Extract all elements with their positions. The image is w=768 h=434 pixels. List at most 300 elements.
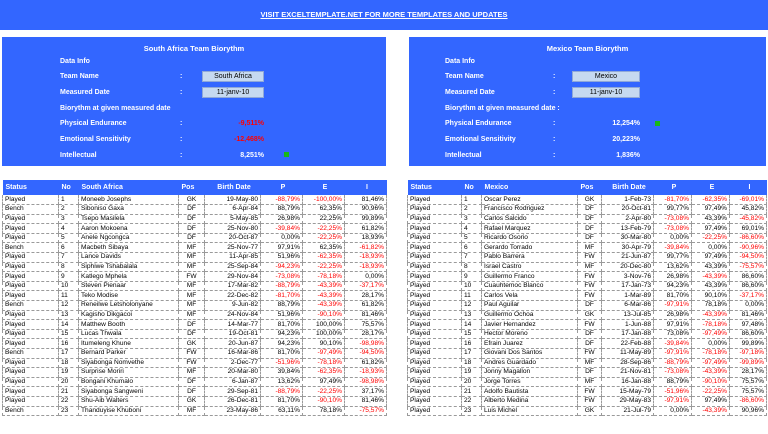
cell-status[interactable]: Played [408,205,462,215]
cell-pos[interactable]: MF [578,262,602,272]
cell-birth-date[interactable]: 17-Mar-82 [205,281,261,291]
cell-intellectual[interactable]: -98,98% [345,339,387,349]
cell-no[interactable]: 20 [462,377,482,387]
cell-no[interactable]: 4 [59,224,79,234]
cell-emotional[interactable]: -78,18% [303,272,345,282]
cell-birth-date[interactable]: 13-Feb-79 [602,224,654,234]
cell-status[interactable]: Bench [3,349,59,359]
cell-intellectual[interactable]: 0,00% [730,301,767,311]
cell-intellectual[interactable]: -61,82% [345,243,387,253]
cell-player[interactable]: Adolfo Bautista [482,387,578,397]
cell-pos[interactable]: FW [179,358,205,368]
cell-birth-date[interactable]: 6-Mar-86 [602,301,654,311]
cell-intellectual[interactable]: 81,46% [345,396,387,406]
cell-no[interactable]: 19 [59,368,79,378]
cell-pos[interactable]: DF [578,339,602,349]
cell-intellectual[interactable]: 81,46% [345,310,387,320]
cell-no[interactable]: 23 [59,406,79,416]
cell-physical[interactable]: -88,79% [261,387,303,397]
cell-player[interactable]: Siboniso Gaxa [79,205,179,215]
cell-emotional[interactable]: 97,49% [692,253,730,263]
cell-physical[interactable]: -39,84% [654,339,692,349]
cell-no[interactable]: 20 [59,377,79,387]
cell-birth-date[interactable]: 6-Apr-84 [205,205,261,215]
cell-player[interactable]: Cuauhtemoc Blanco [482,281,578,291]
cell-intellectual[interactable]: -90,96% [730,243,767,253]
cell-pos[interactable]: MF [578,243,602,253]
cell-player[interactable]: Lance Davids [79,253,179,263]
cell-physical[interactable]: -73,08% [654,368,692,378]
cell-status[interactable]: Played [3,320,59,330]
cell-physical[interactable]: 51,96% [261,310,303,320]
cell-intellectual[interactable]: -86,60% [730,396,767,406]
cell-emotional[interactable]: -43,39% [303,281,345,291]
cell-pos[interactable]: DF [179,205,205,215]
cell-no[interactable]: 6 [59,243,79,253]
cell-physical[interactable]: 26,98% [261,214,303,224]
cell-no[interactable]: 3 [59,214,79,224]
cell-status[interactable]: Played [3,262,59,272]
cell-emotional[interactable]: 22,25% [303,214,345,224]
cell-no[interactable]: 9 [462,272,482,282]
cell-emotional[interactable]: -62,35% [303,368,345,378]
cell-emotional[interactable]: 0,00% [692,243,730,253]
cell-birth-date[interactable]: 21-Jul-79 [602,406,654,416]
cell-pos[interactable]: FW [578,281,602,291]
cell-pos[interactable]: GK [179,396,205,406]
cell-status[interactable]: Played [3,233,59,243]
cell-no[interactable]: 10 [462,281,482,291]
cell-pos[interactable]: MF [179,291,205,301]
cell-birth-date[interactable]: 5-May-85 [205,214,261,224]
cell-no[interactable]: 14 [462,320,482,330]
cell-physical[interactable]: -81,70% [261,291,303,301]
cell-no[interactable]: 12 [59,301,79,311]
cell-intellectual[interactable]: -94,50% [730,253,767,263]
cell-physical[interactable]: 81,70% [261,320,303,330]
cell-physical[interactable]: 63,11% [261,406,303,416]
cell-physical[interactable]: -73,08% [654,224,692,234]
column-header-pos[interactable]: Pos [179,180,205,195]
cell-birth-date[interactable]: 25-Sep-84 [205,262,261,272]
cell-player[interactable]: Rafael Marquez [482,224,578,234]
cell-birth-date[interactable]: 20-Jun-87 [205,339,261,349]
cell-emotional[interactable]: 97,49% [692,205,730,215]
cell-physical[interactable]: 99,77% [654,253,692,263]
cell-pos[interactable]: FW [578,349,602,359]
cell-no[interactable]: 11 [59,291,79,301]
cell-birth-date[interactable]: 11-Apr-85 [205,253,261,263]
cell-no[interactable]: 18 [462,358,482,368]
cell-no[interactable]: 16 [462,339,482,349]
cell-status[interactable]: Played [408,243,462,253]
cell-emotional[interactable]: -43,39% [303,291,345,301]
cell-birth-date[interactable]: 29-Sep-81 [205,387,261,397]
cell-emotional[interactable]: 90,10% [692,291,730,301]
cell-pos[interactable]: MF [179,243,205,253]
cell-intellectual[interactable]: 28,17% [345,291,387,301]
cell-pos[interactable]: DF [578,233,602,243]
cell-no[interactable]: 7 [59,253,79,263]
cell-intellectual[interactable]: 28,17% [730,368,767,378]
cell-physical[interactable]: -88,79% [261,195,303,205]
cell-status[interactable]: Played [3,224,59,234]
cell-pos[interactable]: DF [179,224,205,234]
cell-no[interactable]: 4 [462,224,482,234]
cell-player[interactable]: Jorge Torres [482,377,578,387]
cell-pos[interactable]: GK [578,195,602,205]
cell-physical[interactable]: 94,23% [261,339,303,349]
column-header-emotional[interactable]: E [303,180,345,195]
cell-emotional[interactable]: -90,10% [303,396,345,406]
cell-player[interactable]: Reneilwe Letsholonyane [79,301,179,311]
cell-no[interactable]: 18 [59,358,79,368]
cell-physical[interactable]: -73,08% [654,214,692,224]
cell-emotional[interactable]: 97,49% [692,224,730,234]
cell-emotional[interactable]: 78,18% [303,406,345,416]
cell-birth-date[interactable]: 21-Nov-81 [602,368,654,378]
cell-no[interactable]: 7 [462,253,482,263]
cell-status[interactable]: Played [3,368,59,378]
cell-birth-date[interactable]: 30-Apr-79 [602,243,654,253]
cell-birth-date[interactable]: 19-Oct-81 [205,329,261,339]
cell-player[interactable]: Anele Ngcongca [79,233,179,243]
cell-emotional[interactable]: -43,39% [692,310,730,320]
cell-intellectual[interactable]: 61,82% [345,358,387,368]
cell-emotional[interactable]: 62,35% [303,243,345,253]
cell-pos[interactable]: DF [179,377,205,387]
cell-status[interactable]: Played [408,214,462,224]
cell-emotional[interactable]: -22,25% [303,233,345,243]
cell-status[interactable]: Played [3,291,59,301]
cell-player[interactable]: Oscar Perez [482,195,578,205]
cell-status[interactable]: Played [408,377,462,387]
cell-birth-date[interactable]: 9-Jun-82 [205,301,261,311]
cell-birth-date[interactable]: 15-May-79 [602,387,654,397]
cell-physical[interactable]: 13,62% [654,262,692,272]
cell-intellectual[interactable]: -75,57% [345,406,387,416]
cell-player[interactable]: Macbeth Sibaya [79,243,179,253]
column-header-physical[interactable]: P [654,180,692,195]
cell-player[interactable]: Paul Aguilar [482,301,578,311]
cell-status[interactable]: Played [3,195,59,205]
cell-birth-date[interactable]: 20-Oct-87 [205,233,261,243]
cell-physical[interactable]: 0,00% [654,406,692,416]
cell-emotional[interactable]: -43,39% [692,406,730,416]
cell-pos[interactable]: MF [179,253,205,263]
cell-player[interactable]: Jonny Magallon [482,368,578,378]
cell-birth-date[interactable]: 17-Jan-88 [602,329,654,339]
cell-player[interactable]: Siphiwe Tshabalala [79,262,179,272]
cell-physical[interactable]: -94,23% [261,262,303,272]
cell-emotional[interactable]: 90,10% [303,339,345,349]
cell-status[interactable]: Played [408,291,462,301]
cell-pos[interactable]: MF [179,281,205,291]
cell-player[interactable]: Katlego Mphela [79,272,179,282]
cell-emotional[interactable]: 0,00% [692,339,730,349]
cell-player[interactable]: Alberto Medina [482,396,578,406]
column-header-status[interactable]: Status [408,180,462,195]
cell-intellectual[interactable]: 90,96% [345,205,387,215]
cell-pos[interactable]: FW [578,320,602,330]
cell-birth-date[interactable]: 20-Mar-80 [205,368,261,378]
cell-emotional[interactable]: 100,00% [303,329,345,339]
cell-birth-date[interactable]: 21-Jun-87 [602,253,654,263]
cell-intellectual[interactable]: 0,00% [345,272,387,282]
cell-player[interactable]: Guillermo Ochoa [482,310,578,320]
cell-intellectual[interactable]: -99,89% [730,358,767,368]
cell-pos[interactable]: MF [179,262,205,272]
cell-physical[interactable]: 39,84% [261,368,303,378]
cell-player[interactable]: Javier Hernandez [482,320,578,330]
column-header-pos[interactable]: Pos [578,180,602,195]
cell-intellectual[interactable]: -37,17% [345,281,387,291]
cell-physical[interactable]: -39,84% [261,224,303,234]
cell-player[interactable]: Siyabonga Nomvethe [79,358,179,368]
cell-player[interactable]: Pablo Barrera [482,253,578,263]
cell-status[interactable]: Played [408,387,462,397]
cell-player[interactable]: Carlos Vela [482,291,578,301]
cell-no[interactable]: 6 [462,243,482,253]
cell-emotional[interactable]: -62,35% [303,253,345,263]
measured-date-field[interactable]: 11-janv-10 [202,87,264,98]
cell-emotional[interactable]: -43,39% [692,368,730,378]
column-header-emotional[interactable]: E [692,180,730,195]
cell-intellectual[interactable]: 61,82% [345,224,387,234]
cell-intellectual[interactable]: 18,93% [345,233,387,243]
cell-intellectual[interactable]: 45,82% [730,205,767,215]
cell-intellectual[interactable]: -86,60% [730,233,767,243]
cell-player[interactable]: Itumeleng Khune [79,339,179,349]
cell-status[interactable]: Bench [3,406,59,416]
cell-no[interactable]: 22 [462,396,482,406]
cell-no[interactable]: 16 [59,339,79,349]
column-header-intellectual[interactable]: I [730,180,767,195]
cell-physical[interactable]: 94,23% [261,329,303,339]
cell-intellectual[interactable]: -45,82% [730,214,767,224]
cell-player[interactable]: Kagisho Dikgacoi [79,310,179,320]
cell-pos[interactable]: DF [578,368,602,378]
cell-emotional[interactable]: -22,25% [692,387,730,397]
cell-status[interactable]: Played [408,281,462,291]
cell-player[interactable]: Teko Modise [79,291,179,301]
cell-status[interactable]: Played [408,262,462,272]
cell-no[interactable]: 21 [59,387,79,397]
cell-player[interactable]: Hector Moreno [482,329,578,339]
cell-no[interactable]: 11 [462,291,482,301]
cell-pos[interactable]: FW [578,253,602,263]
cell-intellectual[interactable]: -98,98% [345,377,387,387]
cell-physical[interactable]: -88,79% [261,281,303,291]
cell-no[interactable]: 17 [59,349,79,359]
cell-pos[interactable]: DF [179,233,205,243]
cell-physical[interactable]: 97,91% [261,243,303,253]
cell-status[interactable]: Played [408,233,462,243]
cell-player[interactable]: Moneeb Josephs [79,195,179,205]
cell-status[interactable]: Played [408,349,462,359]
cell-physical[interactable]: -88,79% [654,358,692,368]
cell-intellectual[interactable]: 86,60% [730,329,767,339]
cell-birth-date[interactable]: 1-Feb-73 [602,195,654,205]
cell-player[interactable]: Bongani Khumalo [79,377,179,387]
cell-status[interactable]: Played [408,301,462,311]
cell-birth-date[interactable]: 30-Mar-80 [602,233,654,243]
cell-emotional[interactable]: -22,25% [303,224,345,234]
cell-pos[interactable]: GK [578,310,602,320]
cell-birth-date[interactable]: 25-Nov-77 [205,243,261,253]
cell-emotional[interactable]: 62,35% [303,205,345,215]
cell-intellectual[interactable]: 86,60% [730,272,767,282]
cell-no[interactable]: 23 [462,406,482,416]
cell-player[interactable]: Giovani Dos Santos [482,349,578,359]
cell-birth-date[interactable]: 11-May-89 [602,349,654,359]
cell-intellectual[interactable]: -97,18% [730,349,767,359]
cell-no[interactable]: 2 [462,205,482,215]
cell-emotional[interactable]: -90,10% [303,310,345,320]
cell-player[interactable]: Israel Castro [482,262,578,272]
cell-status[interactable]: Played [3,387,59,397]
cell-intellectual[interactable]: 81,46% [345,195,387,205]
cell-player[interactable]: Francisco Rodriguez [482,205,578,215]
cell-emotional[interactable]: 43,39% [692,281,730,291]
cell-intellectual[interactable]: 75,57% [730,387,767,397]
cell-emotional[interactable]: 100,00% [303,320,345,330]
cell-status[interactable]: Bench [3,243,59,253]
cell-pos[interactable]: MF [179,301,205,311]
column-header-physical[interactable]: P [261,180,303,195]
cell-player[interactable]: Luis Michel [482,406,578,416]
cell-intellectual[interactable]: -18,93% [345,262,387,272]
cell-physical[interactable]: -51,96% [654,387,692,397]
cell-birth-date[interactable]: 24-Nov-84 [205,310,261,320]
cell-no[interactable]: 9 [59,272,79,282]
cell-no[interactable]: 13 [59,310,79,320]
cell-no[interactable]: 2 [59,205,79,215]
cell-birth-date[interactable]: 29-Nov-84 [205,272,261,282]
cell-pos[interactable]: FW [578,291,602,301]
cell-physical[interactable]: 81,70% [261,396,303,406]
cell-no[interactable]: 8 [462,262,482,272]
column-header-intellectual[interactable]: I [345,180,387,195]
cell-emotional[interactable]: -22,25% [303,387,345,397]
cell-physical[interactable]: -51,96% [261,358,303,368]
cell-status[interactable]: Played [3,272,59,282]
cell-status[interactable]: Played [408,253,462,263]
cell-emotional[interactable]: -97,49% [303,349,345,359]
cell-emotional[interactable]: -62,35% [692,195,730,205]
cell-emotional[interactable]: -100,00% [303,195,345,205]
cell-status[interactable]: Played [3,310,59,320]
cell-status[interactable]: Played [408,195,462,205]
cell-intellectual[interactable]: 81,46% [730,310,767,320]
cell-intellectual[interactable]: 28,17% [345,329,387,339]
cell-physical[interactable]: 13,62% [261,377,303,387]
column-header-status[interactable]: Status [3,180,59,195]
cell-physical[interactable]: 88,79% [261,301,303,311]
cell-birth-date[interactable]: 29-May-83 [602,396,654,406]
cell-emotional[interactable]: -78,18% [692,320,730,330]
cell-birth-date[interactable]: 17-Jan-73 [602,281,654,291]
cell-intellectual[interactable]: 37,17% [345,387,387,397]
cell-birth-date[interactable]: 26-Dec-81 [205,396,261,406]
cell-pos[interactable]: DF [578,301,602,311]
cell-no[interactable]: 21 [462,387,482,397]
cell-intellectual[interactable]: -69,01% [730,195,767,205]
cell-birth-date[interactable]: 16-Mar-86 [205,349,261,359]
cell-emotional[interactable]: -43,39% [692,272,730,282]
template-link[interactable]: VISIT EXCELTEMPLATE.NET FOR MORE TEMPLATES AND UPDATES [260,10,508,19]
cell-player[interactable]: Guillermo Franco [482,272,578,282]
cell-player[interactable]: Carlos Salcido [482,214,578,224]
cell-pos[interactable]: MF [179,406,205,416]
cell-status[interactable]: Played [3,377,59,387]
cell-pos[interactable]: DF [578,224,602,234]
cell-status[interactable]: Played [3,396,59,406]
cell-pos[interactable]: DF [179,320,205,330]
cell-emotional[interactable]: -43,39% [303,301,345,311]
cell-birth-date[interactable]: 2-Apr-80 [602,214,654,224]
cell-player[interactable]: Shu-Aib Walters [79,396,179,406]
cell-birth-date[interactable]: 23-May-86 [205,406,261,416]
cell-physical[interactable]: 26,98% [654,310,692,320]
cell-physical[interactable]: 99,77% [654,205,692,215]
cell-no[interactable]: 13 [462,310,482,320]
cell-status[interactable]: Played [3,281,59,291]
cell-no[interactable]: 19 [462,368,482,378]
cell-status[interactable]: Played [3,329,59,339]
cell-physical[interactable]: 81,70% [261,349,303,359]
cell-physical[interactable]: 51,96% [261,253,303,263]
cell-birth-date[interactable]: 3-Nov-76 [602,272,654,282]
cell-pos[interactable]: MF [179,368,205,378]
cell-no[interactable]: 17 [462,349,482,359]
cell-intellectual[interactable]: 90,96% [730,406,767,416]
cell-status[interactable]: Played [408,310,462,320]
cell-player[interactable]: Gerardo Torrado [482,243,578,253]
cell-no[interactable]: 1 [462,195,482,205]
measured-date-field[interactable]: 11-janv-10 [572,87,640,98]
cell-pos[interactable]: GK [179,195,205,205]
cell-status[interactable]: Played [408,224,462,234]
cell-status[interactable]: Played [408,272,462,282]
cell-physical[interactable]: 0,00% [654,233,692,243]
cell-player[interactable]: Ricardo Osorio [482,233,578,243]
cell-physical[interactable]: 88,79% [261,205,303,215]
cell-birth-date[interactable]: 13-Jul-85 [602,310,654,320]
cell-no[interactable]: 22 [59,396,79,406]
cell-pos[interactable]: GK [179,339,205,349]
cell-no[interactable]: 14 [59,320,79,330]
cell-emotional[interactable]: -90,10% [692,377,730,387]
cell-intellectual[interactable]: 75,57% [730,377,767,387]
cell-birth-date[interactable]: 1-Mar-89 [602,291,654,301]
cell-birth-date[interactable]: 16-Jan-88 [602,377,654,387]
cell-birth-date[interactable]: 20-Dec-80 [602,262,654,272]
cell-physical[interactable]: 0,00% [261,233,303,243]
column-header-birth-date[interactable]: Birth Date [205,180,261,195]
cell-status[interactable]: Played [408,320,462,330]
cell-intellectual[interactable]: 75,57% [345,320,387,330]
cell-emotional[interactable]: 97,49% [303,377,345,387]
cell-no[interactable]: 1 [59,195,79,205]
cell-no[interactable]: 8 [59,262,79,272]
cell-birth-date[interactable]: 22-Dec-82 [205,291,261,301]
cell-player[interactable]: Steven Pienaar [79,281,179,291]
column-header-no[interactable]: No [59,180,79,195]
cell-status[interactable]: Played [408,396,462,406]
cell-intellectual[interactable]: 86,60% [730,281,767,291]
cell-status[interactable]: Played [3,214,59,224]
